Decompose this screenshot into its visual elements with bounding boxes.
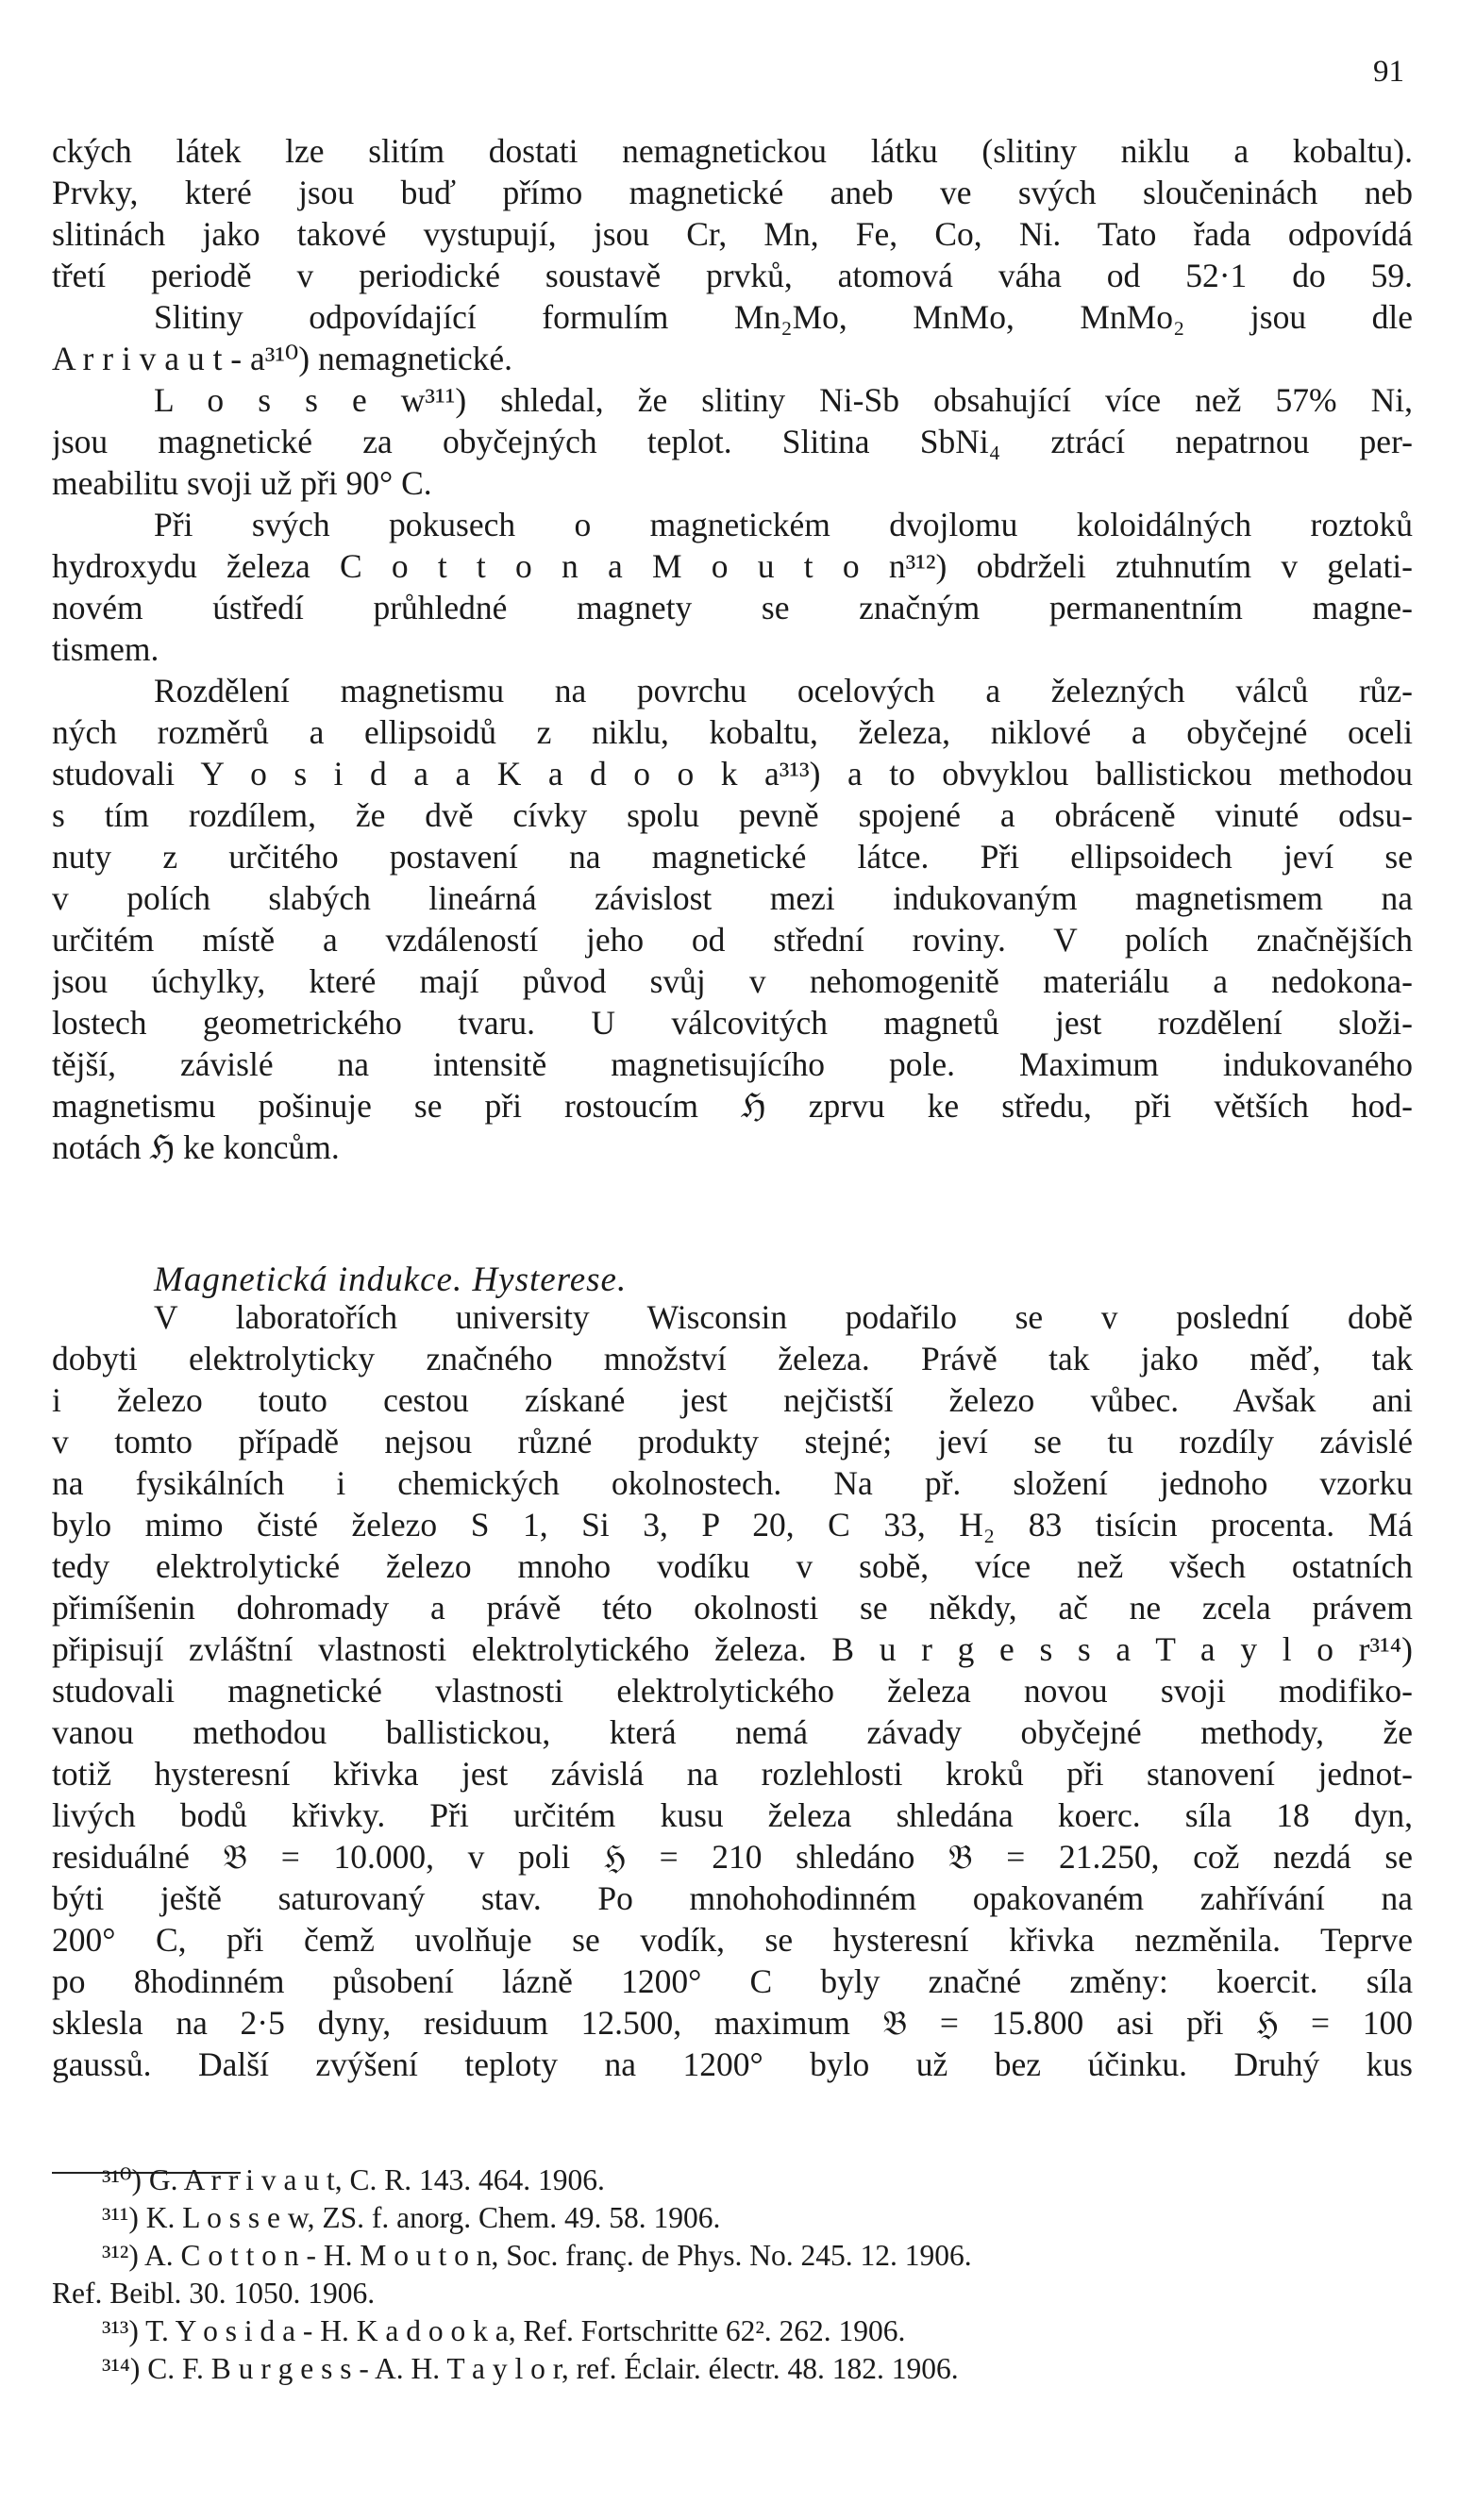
body-line: sklesla na 2·5 dyny, residuum 12.500, maximum 𝔅 = 15.800 asi při ℌ = 100 [52, 2004, 1413, 2042]
body-line: s tím rozdílem, že dvě cívky spolu pevně spojené a obráceně vinuté odsu- [52, 796, 1413, 834]
body-line: ných rozměrů a ellipsoidů z niklu, kobaltu, železa, niklové a obyčejné oceli [52, 713, 1413, 751]
body-line: přimíšenin dohromady a právě této okolnosti se někdy, ač ne zcela právem [52, 1589, 1413, 1627]
footnote: ³¹²) A. C o t t o n - H. M o u t o n, Soc. franç. de Phys. No. 245. 12. 1906. [102, 2239, 972, 2272]
body-line: vanou methodou ballistickou, která nemá závady obyčejné methody, že [52, 1713, 1413, 1751]
body-line: 200° C, při čemž uvolňuje se vodík, se hysteresní křivka nezměnila. Teprve [52, 1921, 1413, 1959]
body-line: na fysikálních i chemických okolnostech. Na př. složení jednoho vzorku [52, 1464, 1413, 1502]
body-line: připisují zvláštní vlastnosti elektrolytického železa. B u r g e s s a T a y l o r³¹⁴) [52, 1630, 1413, 1668]
body-line: residuálné 𝔅 = 10.000, v poli ℌ = 210 shledáno 𝔅 = 21.250, což nezdá se [52, 1838, 1413, 1876]
body-line: ckých látek lze slitím dostati nemagnetickou látku (slitiny niklu a kobaltu). [52, 132, 1413, 170]
body-line: hydroxydu železa C o t t o n a M o u t o n³¹²) obdrželi ztuhnutím v gelati- [52, 547, 1413, 585]
body-line: Při svých pokusech o magnetickém dvojlomu koloidálných roztoků [154, 506, 1413, 543]
body-line: gaussů. Další zvýšení teploty na 1200° bylo už bez účinku. Druhý kus [52, 2045, 1413, 2083]
body-line: bylo mimo čisté železo S 1, Si 3, P 20, C 33, H₂ 83 tisícin procenta. Má [52, 1506, 1413, 1544]
body-line: totiž hysteresní křivka jest závislá na rozlehlosti kroků při stanovení jednot- [52, 1755, 1413, 1793]
body-line: v tomto případě nejsou různé produkty stejné; jeví se tu rozdíly závislé [52, 1423, 1413, 1460]
body-line: třetí periodě v periodické soustavě prvků, atomová váha od 52·1 do 59. [52, 257, 1413, 294]
page-number: 91 [1373, 55, 1404, 89]
body-line: Prvky, které jsou buď přímo magnetické aneb ve svých sloučeninách neb [52, 174, 1413, 211]
body-line: tismem. [52, 630, 159, 668]
footnote: ³¹³) T. Y o s i d a - H. K a d o o k a, Ref. Fortschritte 62². 262. 1906. [102, 2314, 906, 2347]
body-line: notách ℌ ke koncům. [52, 1128, 340, 1166]
footnote: Ref. Beibl. 30. 1050. 1906. [52, 2277, 376, 2310]
body-line: jsou úchylky, které mají původ svůj v nehomogenitě materiálu a nedokona- [52, 962, 1413, 1000]
body-line: slitinách jako takové vystupují, jsou Cr, Mn, Fe, Co, Ni. Tato řada odpovídá [52, 215, 1413, 253]
body-line: nuty z určitého postavení na magnetické látce. Při ellipsoidech jeví se [52, 838, 1413, 876]
body-line: V laboratořích university Wisconsin podařilo se v poslední době [154, 1298, 1413, 1336]
footnote: ³¹⁴) C. F. B u r g e s s - A. H. T a y l o r, ref. Éclair. électr. 48. 182. 1906. [102, 2352, 959, 2385]
footnote: ³¹⁰) G. A r r i v a u t, C. R. 143. 464. 1906. [102, 2163, 605, 2196]
body-line: tedy elektrolytické železo mnoho vodíku v sobě, více než všech ostatních [52, 1547, 1413, 1585]
body-line: studovali Y o s i d a a K a d o o k a³¹³) a to obvyklou ballistickou methodou [52, 755, 1413, 793]
body-line: Rozdělení magnetismu na povrchu ocelových a železných válců růz- [154, 672, 1413, 709]
body-line: po 8hodinném působení lázně 1200° C byly značné změny: koercit. síla [52, 1962, 1413, 2000]
body-line: livých bodů křivky. Při určitém kusu železa shledána koerc. síla 18 dyn, [52, 1796, 1413, 1834]
body-line: dobyti elektrolyticky značného množství železa. Právě tak jako měď, tak [52, 1340, 1413, 1377]
body-line: lostech geometrického tvaru. U válcovitých magnetů jest rozdělení složi- [52, 1004, 1413, 1042]
body-line: i železo touto cestou získané jest nejčistší železo vůbec. Avšak ani [52, 1381, 1413, 1419]
body-line: magnetismu pošinuje se při rostoucím ℌ zprvu ke středu, při větších hod- [52, 1087, 1413, 1125]
body-line: Slitiny odpovídající formulím Mn₂Mo, MnMo, MnMo₂ jsou dle [154, 298, 1413, 336]
body-line: jsou magnetické za obyčejných teplot. Slitina SbNi₄ ztrácí nepatrnou per- [52, 423, 1413, 460]
body-line: v polích slabých lineárná závislost mezi indukovaným magnetismem na [52, 879, 1413, 917]
body-line: novém ústředí průhledné magnety se značným permanentním magne- [52, 589, 1413, 626]
body-line: býti ještě saturovaný stav. Po mnohohodinném opakovaném zahřívání na [52, 1879, 1413, 1917]
body-line: A r r i v a u t - a³¹⁰) nemagnetické. [52, 340, 512, 377]
body-line: určitém místě a vzdáleností jeho od střední roviny. V polích značnějších [52, 921, 1413, 959]
body-line: meabilitu svoji už při 90° C. [52, 464, 432, 502]
footnote: ³¹¹) K. L o s s e w, ZS. f. anorg. Chem. 49. 58. 1906. [102, 2201, 721, 2234]
body-line: tější, závislé na intensitě magnetisujícího pole. Maximum indukovaného [52, 1045, 1413, 1083]
body-line: L o s s e w³¹¹) shledal, že slitiny Ni-Sb obsahující více než 57% Ni, [154, 381, 1413, 419]
body-line: studovali magnetické vlastnosti elektrolytického železa novou svoji modifiko- [52, 1672, 1413, 1710]
section-heading: Magnetická indukce. Hysterese. [154, 1260, 628, 1299]
